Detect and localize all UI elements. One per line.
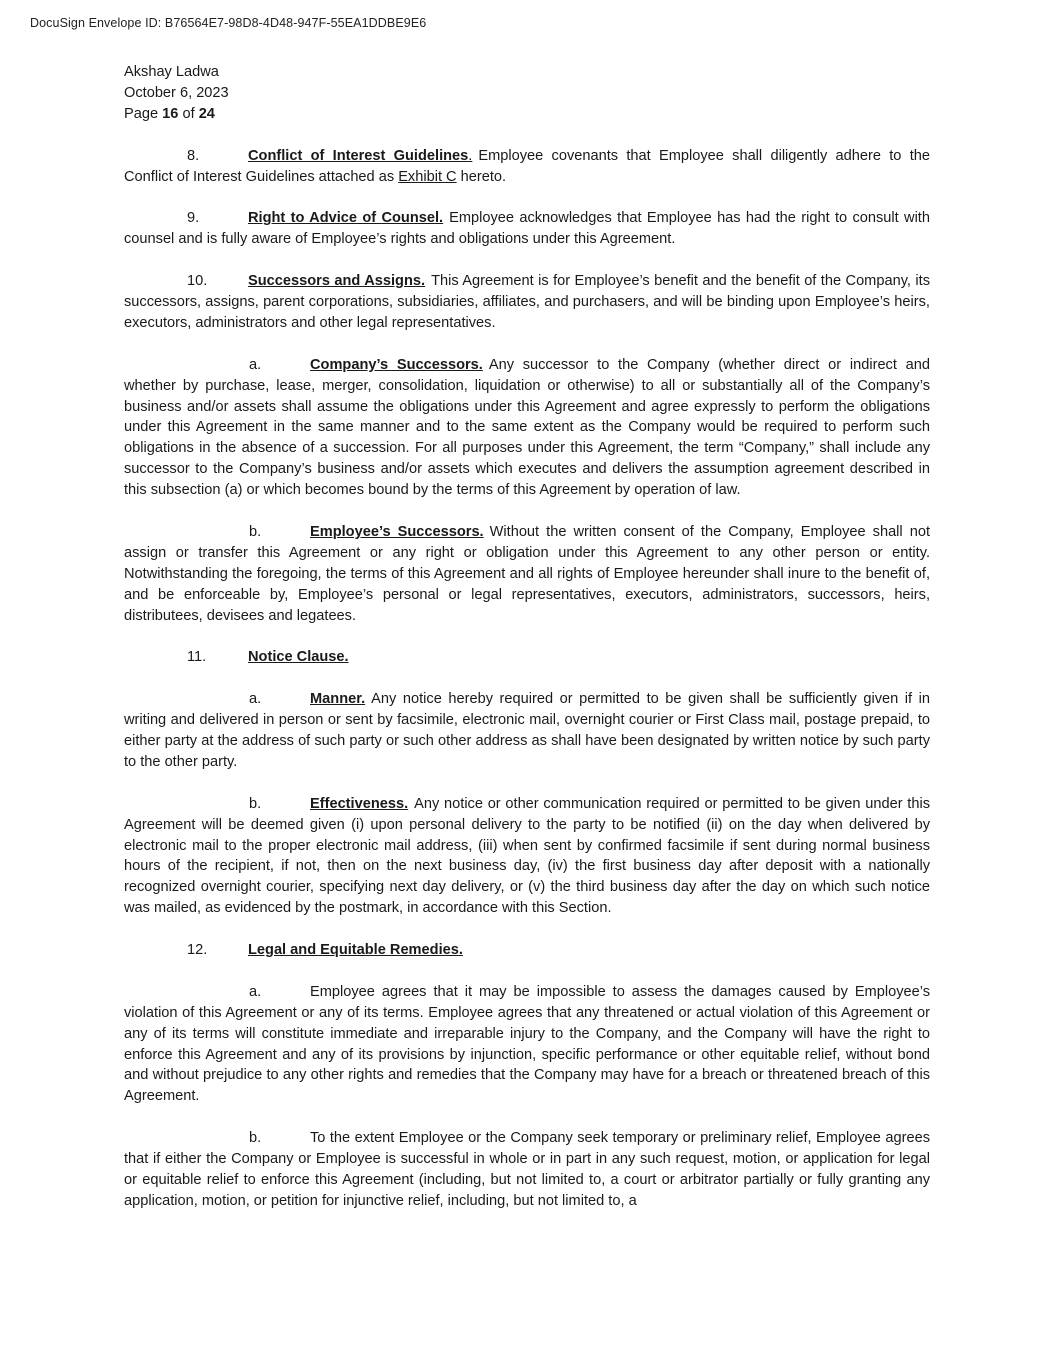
section-12 (124, 940, 930, 961)
section-11a (124, 689, 930, 773)
section-title: Notice Clause. (248, 649, 349, 666)
subsection-text: Any notice or other communication required or permitted to be given under this Agreement will be deemed given (i) upon personal delivery to the party to be notified (ii) on the day when delivered by electronic mail to the proper electronic mail address, (iii) when sent by confirmed facsimile if sent during normal business hours of the recipient, if not, then on the next business day, (iv) the first business day after deposit with a nationally recognized overnight courier, specifying next day delivery, or (v) the third business day after the day on which such notice was mailed, as evidenced by the postmark, in accordance with this Section. (124, 795, 930, 917)
subsection-title: Manner. (310, 691, 366, 708)
page-indicator (124, 104, 930, 125)
subsection-text: Any successor to the Company (whether direct or indirect and whether by purchase, lease, merger, consolidation, liquidation or otherwise) to all or substantially all of the Company’s business and/or assets shall assume the obligations under this Agreement and agree expressly to perform the obligations under this Agreement in the same manner and to the same extent as the Company would be required to perform such obligations in the absence of a succession. For all purposes under this Agreement, the term “Company,” shall include any successor to the Company’s business and/or assets which executes and delivers the assumption agreement described in this subsection (a) or which becomes bound by the terms of this Agreement by operation of law. (124, 356, 930, 499)
section-number: 12. (187, 942, 208, 959)
subsection-text: Any notice hereby required or permitted to be given shall be sufficiently given if in writing and delivered in person or sent by facsimile, electronic mail, overnight courier or First Class mail, postage prepaid, to either party at the address of such party or such other address as shall have been designated by written notice by such party to the other party. (124, 691, 930, 770)
section-9 (124, 208, 930, 250)
section-text: This Agreement is for Employee’s benefit and the benefit of the Company, its successors, assigns, parent corporations, subsidiaries, affiliates, and purchasers, and will be binding upon Employee’s heirs, executors, administrators and other legal representatives. (124, 273, 930, 331)
section-number: 9. (187, 210, 200, 227)
section-text: Employee acknowledges that Employee has had the right to consult with counsel and is fully aware of Employee’s rights and obligations under this Agreement. (124, 210, 930, 248)
recipient-name: Akshay Ladwa (124, 64, 219, 80)
section-number: 8. (187, 147, 200, 164)
subsection-letter: a. (249, 356, 262, 373)
section-text: Employee covenants that Employee shall diligently adhere to the Conflict of Interest Guidelines attached as (124, 147, 931, 185)
subsection-title: Employee’s Successors. (310, 523, 484, 540)
document-page (124, 62, 930, 1233)
subsection-letter: a. (249, 983, 262, 1000)
subsection-text: To the extent Employee or the Company seek temporary or preliminary relief, Employee agrees that if either the Company or Employee is successful in whole or in part in any such request, motion, or application for legal or equitable relief to enforce this Agreement (including, but not limited to, a court or arbitrator partially or fully granting any application, motion, or petition for injunctive relief, including, but not limited to, a (124, 1130, 930, 1209)
subsection-letter: b. (249, 795, 262, 812)
section-10a (124, 355, 930, 501)
exhibit-reference: Exhibit C (398, 168, 457, 185)
page-label: Page (124, 105, 159, 122)
section-10b (124, 522, 930, 627)
section-number: 11. (187, 649, 207, 666)
section-title-period: . (468, 147, 473, 164)
page-number: 16 (162, 105, 179, 122)
page-total: 24 (198, 105, 215, 122)
section-11b (124, 794, 930, 919)
letter-header (124, 62, 930, 125)
subsection-title: Company’s Successors. (310, 356, 483, 373)
docusign-envelope-id: DocuSign Envelope ID: B76564E7-98D8-4D48-947F-55EA1DDBE9E6 (30, 16, 427, 30)
section-number: 10. (187, 273, 208, 290)
section-8 (124, 146, 930, 188)
subsection-text: Without the written consent of the Company, Employee shall not assign or transfer this Agreement or any right or obligation under this Agreement to any other person or entity. Notwithstanding the foregoing, the terms of this Agreement and all rights of Employee hereunder shall inure to the benefit of, and be enforceable by, Employee’s personal or legal representatives, executors, administrators, successors, heirs, distributees, devisees and legatees. (124, 523, 931, 624)
section-title: Right to Advice of Counsel. (248, 210, 444, 227)
subsection-letter: b. (249, 1130, 262, 1147)
subsection-title: Effectiveness. (310, 795, 409, 812)
section-title: Successors and Assigns. (248, 273, 426, 290)
section-title: Conflict of Interest Guidelines (248, 147, 469, 164)
section-title: Legal and Equitable Remedies. (248, 942, 463, 959)
page-of-label: of (182, 105, 195, 122)
section-text-end: hereto. (460, 168, 507, 185)
subsection-letter: b. (249, 523, 262, 540)
section-10 (124, 271, 930, 334)
subsection-letter: a. (249, 691, 262, 708)
subsection-text: Employee agrees that it may be impossible to assess the damages caused by Employee’s violation of this Agreement or any of its terms. Employee agrees that any threatened or actual violation of this Agreement or any of its terms will constitute immediate and irreparable injury to the Company, and the Company will have the right to enforce this Agreement and any of its provisions by injunction, specific performance or other equitable relief, without bond and without prejudice to any other rights and remedies that the Company may have for a breach or threatened breach of this Agreement. (124, 983, 930, 1105)
letter-date: October 6, 2023 (124, 84, 229, 101)
section-11 (124, 647, 930, 668)
section-12a (124, 982, 930, 1107)
section-12b (124, 1128, 930, 1212)
